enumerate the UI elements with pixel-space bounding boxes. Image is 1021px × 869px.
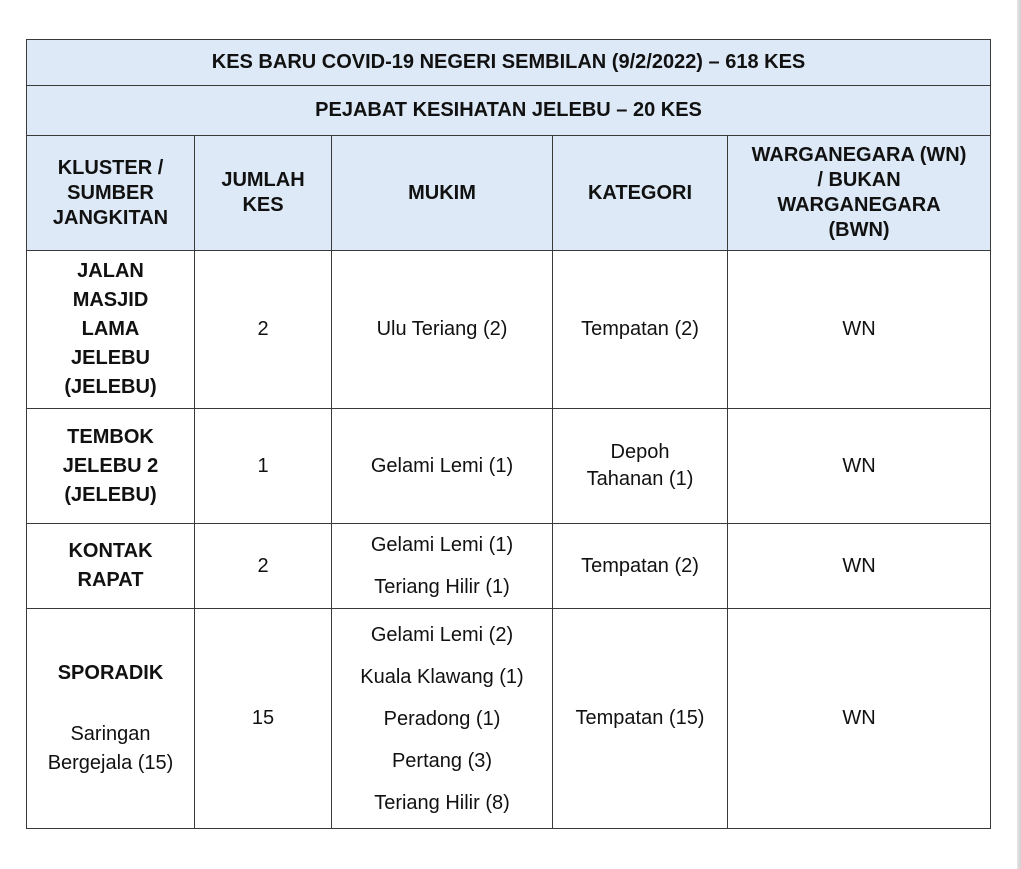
header-kluster bbox=[27, 136, 195, 251]
kategori-cell bbox=[553, 251, 728, 409]
mukim-item: Gelami Lemi (1) bbox=[370, 534, 514, 556]
header-wn-line: WARGANEGARA (WN) bbox=[751, 144, 967, 166]
cluster-line: LAMA bbox=[81, 318, 140, 340]
kategori-line: Tempatan (15) bbox=[575, 707, 705, 729]
cluster-line: (JELEBU) bbox=[64, 376, 157, 398]
mukim-cell bbox=[332, 524, 553, 609]
mukim-item: Kuala Klawang (1) bbox=[360, 665, 524, 688]
header-kategori-line: KATEGORI bbox=[587, 181, 693, 204]
cluster-subtext-line: Saringan bbox=[70, 723, 151, 745]
table-row bbox=[27, 524, 991, 609]
cluster-subtext-line: Bergejala (15) bbox=[47, 752, 174, 774]
header-wn-line: / BUKAN bbox=[817, 169, 901, 191]
header-kluster-line: SUMBER bbox=[67, 181, 154, 204]
wn-cell: WN bbox=[728, 524, 991, 609]
cluster-line: JALAN bbox=[77, 260, 144, 282]
mukim-item: Teriang Hilir (1) bbox=[374, 576, 510, 598]
page-edge-shadow bbox=[1017, 0, 1021, 869]
wn-cell: WN bbox=[728, 409, 991, 524]
table-subtitle: PEJABAT KESIHATAN JELEBU – 20 KES bbox=[27, 86, 991, 136]
column-header-row bbox=[27, 136, 991, 251]
cluster-cell bbox=[27, 609, 195, 829]
wn-cell: WN bbox=[728, 609, 991, 829]
mukim-item: Teriang Hilir (8) bbox=[374, 791, 510, 814]
mukim-item: Gelami Lemi (2) bbox=[370, 623, 514, 646]
cluster-line: JELEBU bbox=[71, 347, 150, 369]
kategori-line: Tahanan (1) bbox=[586, 468, 694, 490]
cluster-line: MASJID bbox=[72, 289, 149, 311]
cluster-line: SPORADIK bbox=[57, 662, 164, 684]
wn-cell: WN bbox=[728, 251, 991, 409]
header-warganegara bbox=[728, 136, 991, 251]
header-jumlah-line: KES bbox=[242, 194, 284, 216]
table-row bbox=[27, 251, 991, 409]
mukim-item: Pertang (3) bbox=[391, 749, 493, 772]
table-title: KES BARU COVID-19 NEGERI SEMBILAN (9/2/2022) – 618 KES bbox=[27, 40, 991, 86]
table-row bbox=[27, 609, 991, 829]
header-jumlah-line: JUMLAH bbox=[221, 169, 305, 191]
kategori-cell bbox=[553, 409, 728, 524]
header-wn-line: (BWN) bbox=[828, 219, 890, 241]
header-jumlah-kes bbox=[195, 136, 332, 251]
cluster-line: (JELEBU) bbox=[64, 483, 157, 506]
cluster-line: TEMBOK bbox=[67, 425, 154, 448]
kategori-line: Tempatan (2) bbox=[581, 318, 699, 340]
cluster-line: JELEBU 2 bbox=[62, 454, 159, 477]
header-kluster-line: KLUSTER / bbox=[57, 156, 164, 179]
mukim-cell bbox=[332, 609, 553, 829]
cluster-subtext bbox=[33, 720, 188, 778]
header-wn-line: WARGANEGARA bbox=[777, 194, 941, 216]
mukim-item: Ulu Teriang (2) bbox=[376, 318, 508, 340]
mukim-cell bbox=[332, 251, 553, 409]
mukim-cell bbox=[332, 409, 553, 524]
cluster-cell bbox=[27, 524, 195, 609]
kategori-line: Tempatan (2) bbox=[581, 554, 699, 577]
table-row bbox=[27, 409, 991, 524]
mukim-item: Gelami Lemi (1) bbox=[370, 454, 514, 477]
cluster-line: KONTAK bbox=[68, 540, 153, 562]
cluster-line: RAPAT bbox=[77, 569, 144, 591]
total-cell: 1 bbox=[195, 409, 332, 524]
mukim-item: Peradong (1) bbox=[383, 707, 501, 730]
covid-cases-table bbox=[26, 39, 991, 829]
total-cell: 2 bbox=[195, 251, 332, 409]
kategori-line: Depoh bbox=[610, 441, 670, 463]
total-cell: 2 bbox=[195, 524, 332, 609]
header-kluster-line: JANGKITAN bbox=[52, 206, 169, 229]
header-kategori bbox=[553, 136, 728, 251]
cluster-cell bbox=[27, 409, 195, 524]
kategori-cell bbox=[553, 524, 728, 609]
header-mukim bbox=[332, 136, 553, 251]
kategori-cell bbox=[553, 609, 728, 829]
cluster-cell bbox=[27, 251, 195, 409]
total-cell: 15 bbox=[195, 609, 332, 829]
header-mukim-line: MUKIM bbox=[408, 181, 476, 204]
